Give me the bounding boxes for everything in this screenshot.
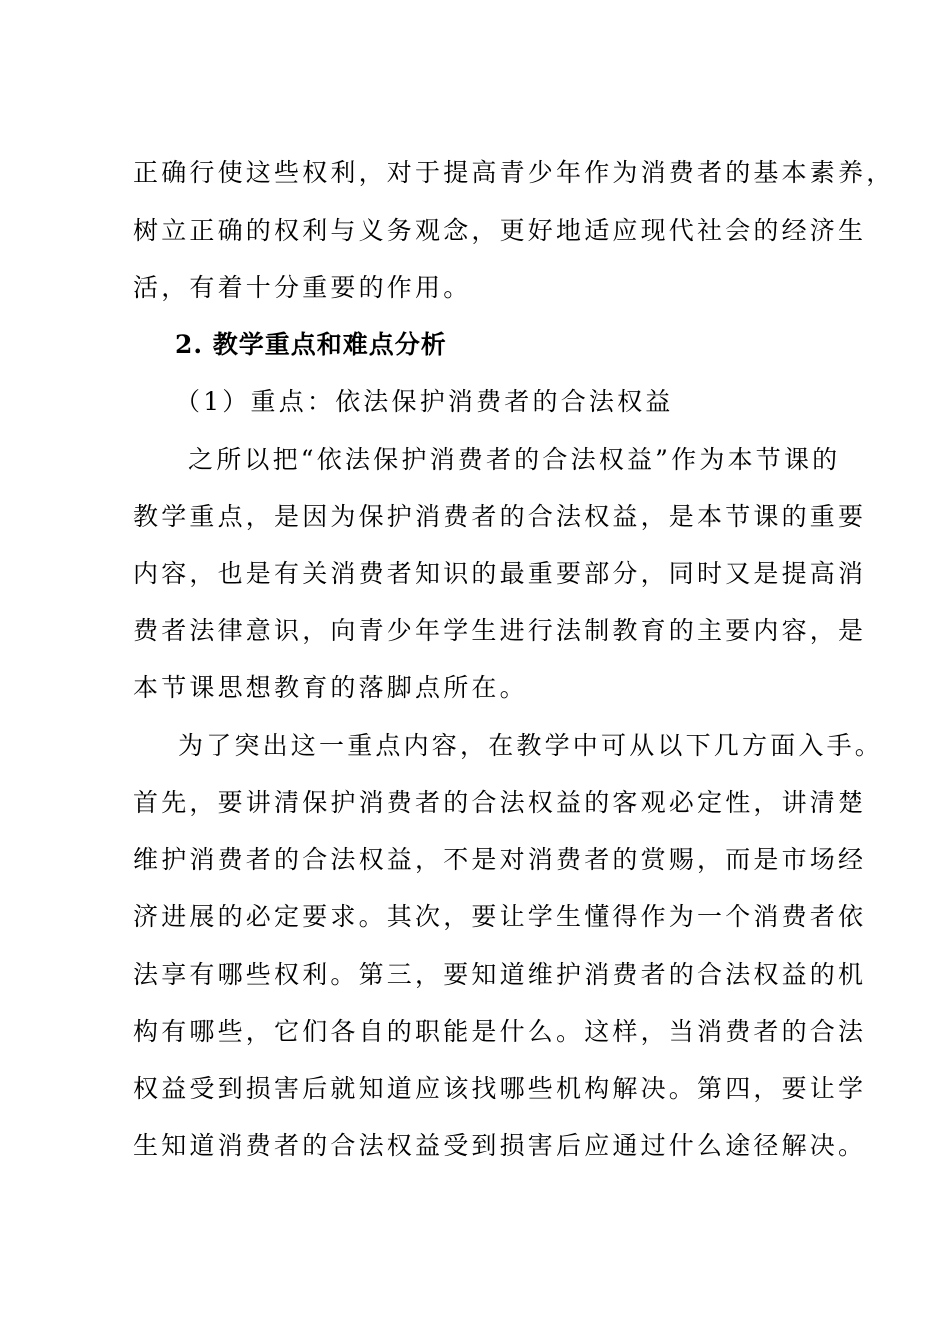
paragraph-line: 济进展的必定要求。其次，要让学生懂得作为一个消费者依 bbox=[133, 902, 867, 931]
paragraph-line: 活，有着十分重要的作用。 bbox=[133, 273, 472, 302]
subsection-heading: （1）重点：依法保护消费者的合法权益 bbox=[175, 387, 674, 416]
paragraph-line: 构有哪些，它们各自的职能是什么。这样，当消费者的合法 bbox=[133, 1017, 867, 1046]
section-heading: 2. 教学重点和难点分析 bbox=[175, 330, 447, 359]
paragraph-line: 首先，要讲清保护消费者的合法权益的客观必定性，讲清楚 bbox=[133, 788, 867, 817]
paragraph-line: 维护消费者的合法权益，不是对消费者的赏赐，而是市场经 bbox=[133, 845, 867, 874]
paragraph-line: 生知道消费者的合法权益受到损害后应通过什么途径解决。 bbox=[133, 1131, 867, 1160]
paragraph-line: 为了突出这一重点内容，在教学中可从以下几方面入手。 bbox=[178, 731, 884, 760]
paragraph-line: 本节课思想教育的落脚点所在。 bbox=[133, 673, 528, 702]
paragraph-line: 法享有哪些权利。第三，要知道维护消费者的合法权益的机 bbox=[133, 960, 867, 989]
paragraph-line: 内容，也是有关消费者知识的最重要部分，同时又是提高消 bbox=[133, 559, 867, 588]
paragraph-line: 之所以把“依法保护消费者的合法权益”作为本节课的 bbox=[188, 445, 841, 474]
paragraph-line: 权益受到损害后就知道应该找哪些机构解决。第四，要让学 bbox=[133, 1074, 867, 1103]
paragraph-line: 教学重点，是因为保护消费者的合法权益，是本节课的重要 bbox=[133, 502, 867, 531]
paragraph-line: 正确行使这些权利，对于提高青少年作为消费者的基本素养， bbox=[133, 158, 895, 187]
paragraph-line: 树立正确的权利与义务观念，更好地适应现代社会的经济生 bbox=[133, 216, 867, 245]
paragraph-line: 费者法律意识，向青少年学生进行法制教育的主要内容，是 bbox=[133, 616, 867, 645]
